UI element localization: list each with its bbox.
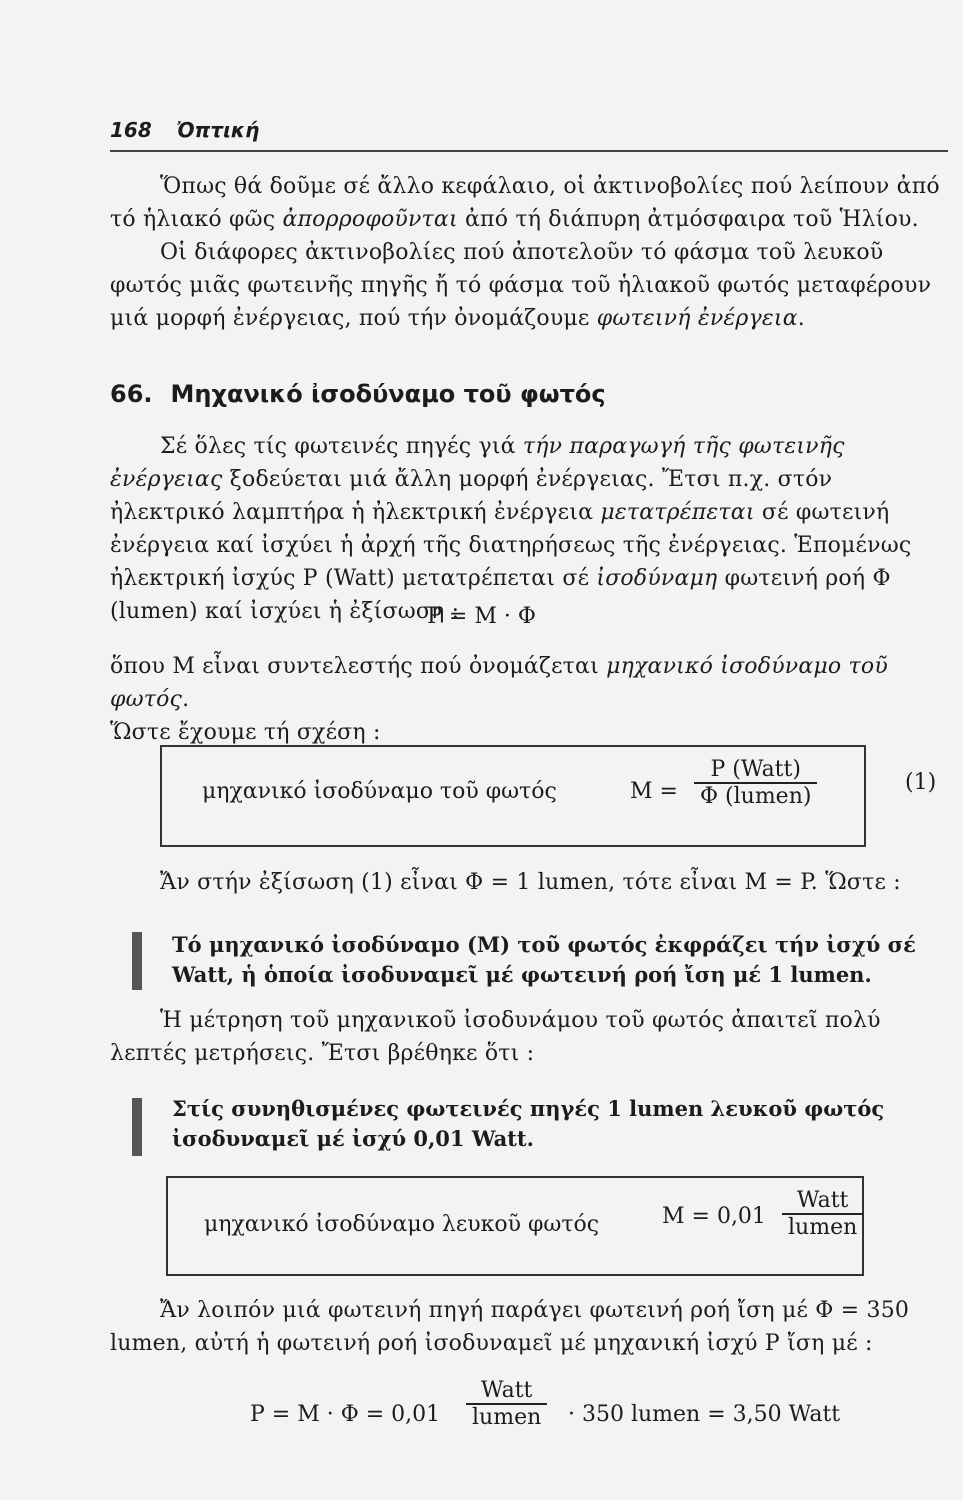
note-bar-2 [132, 1098, 142, 1156]
box1-numerator: P (Watt) [710, 757, 801, 782]
paragraph-1 [110, 430, 940, 628]
paragraph-5: Ἄν λοιπόν μιά φωτεινή πηγή παράγει φωτεινή ροή ἴση μέ Φ = 350 lumen, αὐτή ἡ φωτεινή ροή ἰσοδυναμεῖ μέ μηχανική ἰσχύ P ἴση μέ : [110, 1298, 910, 1356]
box2-label: μηχανικό ἰσοδύναμο λευκοῦ φωτός [204, 1212, 600, 1237]
key-statement-1: Τό μηχανικό ἰσοδύναμο (M) τοῦ φωτός ἐκφράζει τήν ἰσχύ σέ Watt, ἡ ὁποία ἰσοδυναμεῖ μέ φωτεινή ροή ἴση μέ 1 lumen. [172, 932, 916, 987]
p1-text-d: φωτεινή ροή Φ (lumen) καί ἰσχύει ἡ ἐξίσωση : [110, 566, 891, 624]
page-header [110, 118, 259, 142]
intro-text-1: Ὅπως θά δοῦμε σέ ἄλλο κεφάλαιο, οἱ ἀκτινοβολίες πού λείπουν ἀπό τό ἡλιακό φῶς [110, 174, 940, 232]
p2-text-b: . [182, 687, 190, 712]
definition-box-1 [160, 745, 866, 847]
main-equation: P = M · Φ [427, 604, 536, 629]
final-numerator: Watt [480, 1378, 533, 1403]
p2-text-c: Ὥστε ἔχουμε τή σχέση : [110, 720, 381, 745]
box1-lhs: M = [630, 779, 678, 804]
section-title: Μηχανικό ἰσοδύναμο τοῦ φωτός [170, 380, 606, 408]
box1-label: μηχανικό ἰσοδύναμο τοῦ φωτός [202, 779, 557, 804]
final-equation-fraction [466, 1378, 547, 1430]
box2-denominator: lumen [782, 1213, 863, 1240]
final-equation-lhs: P = M · Φ = 0,01 [250, 1402, 441, 1427]
paragraph-4: Ἡ μέτρηση τοῦ μηχανικοῦ ἰσοδυνάμου τοῦ φωτός ἀπαιτεῖ πολύ λεπτές μετρήσεις. Ἔτσι βρέθηκε ὅτι : [110, 1008, 881, 1066]
definition-box-2 [166, 1176, 864, 1276]
equation-number: (1) [905, 770, 937, 795]
header-rule [110, 150, 948, 152]
paragraph-3: Ἄν στήν ἐξίσωση (1) εἶναι Φ = 1 lumen, τότε εἶναι M = P. Ὥστε : [160, 870, 901, 895]
p1-emphasis-b: μετατρέπεται [600, 500, 755, 525]
p1-text-a: Σέ ὅλες τίς φωτεινές πηγές γιά [160, 434, 523, 459]
p1-text-c: σέ φωτεινή ἐνέργεια καί ἰσχύει ἡ ἀρχή τῆς διατηρήσεως τῆς ἐνέργειας. Ἑπομένως ἠλεκτρική ἰσχύς P (Watt) μετατρέπεται σέ [110, 500, 912, 591]
p1-emphasis-a: τήν παραγωγή τῆς φωτεινῆς ἐνέργειας [110, 434, 845, 492]
note-bar-1 [132, 932, 142, 990]
box2-lhs: M = 0,01 [662, 1204, 766, 1229]
intro-paragraph-2 [110, 236, 940, 335]
intro-emphasis-2: φωτεινή ἐνέργεια [596, 306, 798, 331]
section-number: 66. [110, 380, 153, 408]
intro-emphasis-1: ἀπορροφοῦνται [282, 207, 458, 232]
box2-numerator: Watt [796, 1188, 849, 1213]
final-denominator: lumen [466, 1403, 547, 1430]
p1-emphasis-c: ἰσοδύναμη [596, 566, 718, 591]
paragraph-2 [110, 650, 940, 749]
key-statement-2: Στίς συνηθισμένες φωτεινές πηγές 1 lumen λευκοῦ φωτός ἰσοδυναμεῖ μέ ἰσχύ 0,01 Watt. [172, 1096, 885, 1151]
section-heading [110, 380, 606, 408]
box1-denominator: Φ (lumen) [694, 782, 817, 809]
p2-emphasis: μηχανικό ἰσοδύναμο τοῦ φωτός [110, 654, 888, 712]
chapter-title: Ὀπτική [176, 118, 260, 142]
intro-text-1b: ἀπό τή διάπυρη ἀτμόσφαιρα τοῦ Ἡλίου. [457, 207, 919, 232]
intro-text-2-end: . [797, 306, 805, 331]
box2-fraction [782, 1188, 863, 1240]
p2-text-a: ὅπου M εἶναι συντελεστής πού ὀνομάζεται [110, 654, 607, 679]
intro-text-2: Οἱ διάφορες ἀκτινοβολίες πού ἀποτελοῦν τό φάσμα τοῦ λευκοῦ φωτός μιᾶς φωτεινῆς πηγῆς ἤ τό φάσμα τοῦ ἡλιακοῦ φωτός μεταφέρουν μιά μορφή ἐνέργειας, πού τήν ὀνομάζουμε [110, 240, 932, 331]
final-equation-rhs: · 350 lumen = 3,50 Watt [568, 1402, 841, 1427]
box1-fraction [694, 757, 817, 809]
p1-text-b: ξοδεύεται μιά ἄλλη μορφή ἐνέργειας. Ἔτσι π.χ. στόν ἠλεκτρικό λαμπτήρα ἡ ἠλεκτρική ἐνέργεια [110, 467, 833, 525]
intro-paragraph-1 [110, 170, 940, 236]
page-number: 168 [110, 118, 152, 142]
